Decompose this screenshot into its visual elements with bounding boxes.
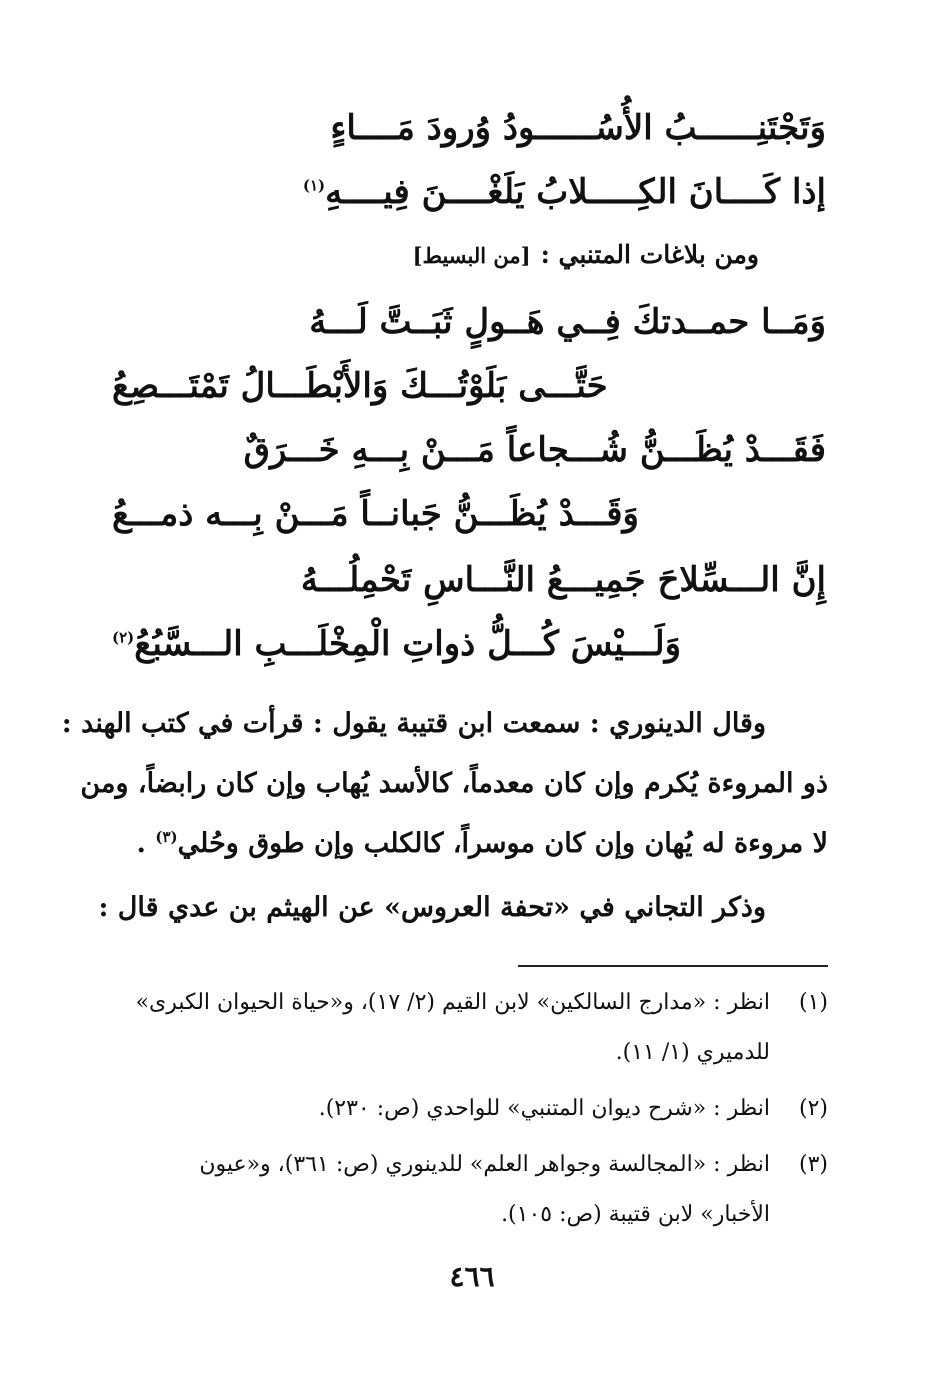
verse-text: وَمَــا حمــدتكَ فِــي هَــولٍ ثَبَــتَّ لَـــهُ bbox=[309, 302, 826, 342]
verse-text: إِنَّ الـــسِّلاحَ جَمِيـــعُ النَّـــاسِ تَحْمِلُـــهُ bbox=[300, 560, 826, 600]
footnote-text: انظر : «شرح ديوان المتنبي» للواحدي (ص: ٢٣٠). bbox=[318, 1096, 770, 1121]
poem2-line5 bbox=[301, 560, 826, 600]
prose-para1-line3 bbox=[116, 828, 828, 859]
verse-text: وَقَـــدْ يُظَـــنُّ جَبانــاً مَـــنْ بِـــه ذمـــعُ bbox=[112, 494, 639, 534]
prose-period: . bbox=[136, 828, 156, 859]
footnote-number: (٣) bbox=[798, 1152, 828, 1177]
poem1-line1 bbox=[330, 108, 826, 148]
prose-text: ذو المروءة يُكرم وإن كان معدماً، كالأسد يُهاب وإن كان رابضاً، ومن bbox=[80, 768, 828, 799]
verse-text: إذا كَــــانَ الكِـــــلابُ يَلَغْــــنَ فِيــــهِ bbox=[325, 172, 826, 212]
mutanabbi-intro bbox=[413, 240, 759, 269]
footnote-separator bbox=[518, 965, 828, 967]
footnote-reference: (٢) bbox=[112, 628, 135, 647]
poem2-line6 bbox=[112, 624, 681, 664]
footnote-2 bbox=[112, 1096, 828, 1121]
footnote-text: الأخبار» لابن قتيبة (ص: ١٠٥). bbox=[501, 1202, 770, 1227]
prose-para2-line1 bbox=[98, 892, 766, 923]
poem2-line1 bbox=[309, 302, 826, 342]
verse-text: فَقَـــدْ يُظَـــنُّ شُـــجاعاً مَـــنْ بِـــهِ خَـــرَقٌ bbox=[243, 430, 826, 470]
footnote-1 bbox=[112, 990, 828, 1015]
footnote-number: (١) bbox=[798, 990, 828, 1015]
footnote-text: انظر : «مدارج السالكين» لابن القيم (٢/ ١٧)، و«حياة الحيوان الكبرى» bbox=[135, 990, 770, 1015]
prose-text: وذكر التجاني في «تحفة العروس» عن الهيثم بن عدي قال : bbox=[98, 892, 766, 923]
verse-text: حَتَّـــى بَلَوْتُـــكَ وَالأَبْطَـــالُ تَمْتَـــصِعُ bbox=[112, 366, 608, 406]
poem2-line3 bbox=[244, 430, 826, 470]
poem1-line2 bbox=[303, 172, 826, 212]
footnote-text: انظر : «المجالسة وجواهر العلم» للدينوري (ص: ٣٦١)، و«عيون bbox=[199, 1152, 770, 1177]
footnote-reference: (١) bbox=[302, 176, 326, 195]
footnote-3-continued bbox=[501, 1202, 770, 1227]
meter-label: [من البسيط] bbox=[412, 243, 531, 268]
verse-text: وَلَـــيْسَ كُـــلُّ ذواتِ الْمِخْلَـــبِ الـــسَّبُعُ bbox=[134, 624, 682, 664]
footnote-reference: (٣) bbox=[155, 828, 178, 846]
footnote-number: (٢) bbox=[798, 1096, 828, 1121]
verse-text: وَتَجْتَنِــــــبُ الأُسُــــــودُ وُرودَ مَــــاءٍ bbox=[330, 108, 826, 148]
poem2-line2 bbox=[112, 366, 608, 406]
footnote-1-continued bbox=[616, 1040, 770, 1065]
prose-para1-line1 bbox=[61, 708, 766, 739]
page-number: ٤٦٦ bbox=[449, 1260, 495, 1293]
prose-text: لا مروءة له يُهان وإن كان موسراً، كالكلب وإن طوق وحُلي bbox=[177, 828, 828, 859]
intro-text: ومن بلاغات المتنبي : bbox=[540, 240, 759, 269]
footnote-text: للدميري (١/ ١١). bbox=[615, 1040, 770, 1065]
poem2-line4 bbox=[112, 494, 639, 534]
footnote-3 bbox=[112, 1152, 828, 1177]
prose-para1-line2 bbox=[80, 768, 828, 799]
prose-text: وقال الدينوري : سمعت ابن قتيبة يقول : قرأت في كتب الهند : bbox=[61, 708, 766, 739]
